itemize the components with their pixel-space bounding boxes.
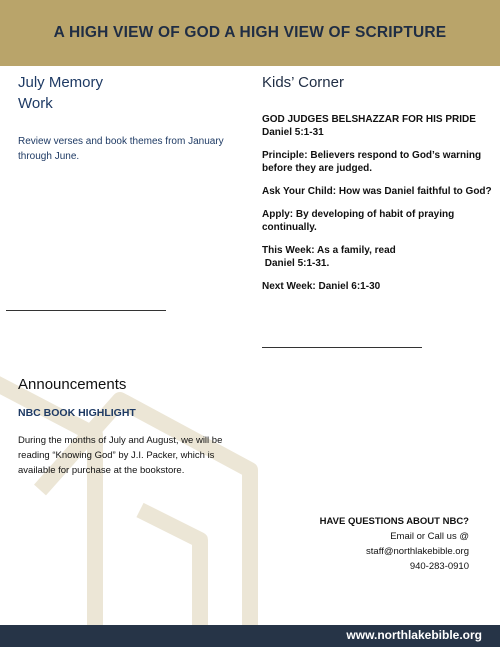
kids-corner-section: [262, 72, 492, 303]
divider-right: [262, 347, 422, 348]
this-week-line2: Daniel 5:1-31.: [262, 258, 330, 269]
banner-title: A HIGH VIEW OF GOD A HIGH VIEW OF SCRIPTURE: [53, 24, 447, 41]
lesson-reference: Daniel 5:1-31: [262, 127, 324, 138]
memory-work-heading-line1: July Memory: [18, 74, 104, 91]
contact-line: Email or Call us @: [390, 531, 469, 542]
book-highlight-heading: NBC BOOK HIGHLIGHT: [18, 407, 136, 419]
announcements-heading: Announcements: [18, 376, 127, 393]
divider-left: [6, 310, 166, 311]
header-banner: [0, 0, 500, 66]
contact-question: HAVE QUESTIONS ABOUT NBC?: [319, 516, 469, 527]
lesson-title: GOD JUDGES BELSHAZZAR FOR HIS PRIDE: [262, 114, 476, 125]
memory-work-heading-line2: Work: [18, 95, 53, 112]
memory-work-section: [18, 72, 243, 164]
book-highlight-text: During the months of July and August, we will be reading “Knowing God” by J.I. Packer, which is available for purchase at the bookstore.: [18, 435, 223, 476]
lesson-principle: Principle: Believers respond to God’s warning before they are judged.: [262, 150, 482, 174]
lesson-ask: Ask Your Child: How was Daniel faithful to God?: [262, 186, 492, 197]
this-week-line1: This Week: As a family, read: [262, 245, 396, 256]
kids-corner-heading: Kids’ Corner: [262, 74, 344, 91]
footer-bar: [0, 625, 500, 647]
next-week: Next Week: Daniel 6:1-30: [262, 281, 381, 292]
kids-corner-content: [262, 113, 492, 293]
contact-phone[interactable]: 940-283-0910: [409, 561, 469, 572]
contact-block: [320, 514, 469, 574]
contact-email[interactable]: staff@northlakebible.org: [366, 546, 469, 557]
website-link[interactable]: www.northlakebible.org: [346, 628, 482, 642]
lesson-apply: Apply: By developing of habit of praying continually.: [262, 209, 455, 233]
memory-work-text: Review verses and book themes from January through June.: [18, 136, 224, 162]
announcements-section: [18, 376, 248, 478]
